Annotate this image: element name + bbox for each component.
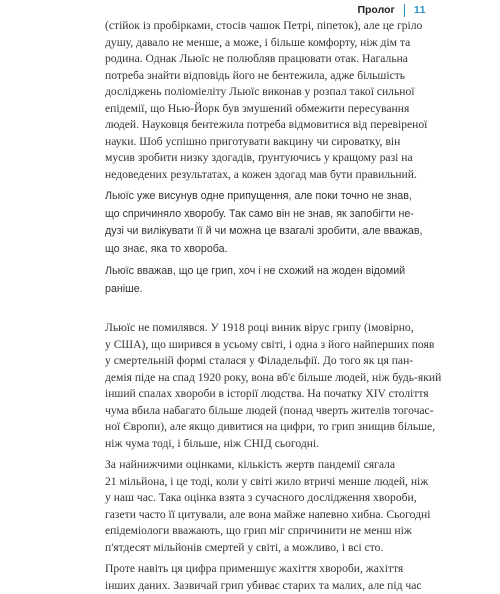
chapter-title: Пролог	[357, 4, 394, 16]
text-line: недоведених результатах, а кожен здогад мав бути правильний.	[105, 167, 395, 184]
text-line: За найнижчими оцінками, кількість жертв пандемії сягала	[105, 457, 395, 474]
text-line: мусив зробити низку здогадів, ґрунтуючись у кращому разі на	[105, 150, 395, 167]
text-line: епідеміологи вважають, що грип міг спричинити не менш ніж	[105, 523, 395, 540]
text-line: інший спалах хвороби в історії людства. На початку XIV століття	[105, 386, 395, 403]
text-line: що спричиняло хворобу. Так само він не знав, як запобігти не-	[105, 206, 395, 224]
text-line: людей. Науковця бентежила потреба відмовитися від перевіреної	[105, 117, 395, 134]
paragraph-flu-belief	[105, 263, 395, 298]
text-line: газети часто її цитували, але вона майже напевно хибна. Сьогодні	[105, 507, 395, 524]
text-line: досліджень поліоміеліту Льюїс виконав у розпал такої сильної	[105, 84, 395, 101]
paragraph-pandemic-1918	[105, 320, 395, 452]
text-line: п'ятдесят мільйонів смертей у світі, а можливо, і всі сто.	[105, 540, 395, 557]
header-divider	[404, 4, 405, 17]
page-body	[105, 18, 395, 594]
text-line: Льюїс уже висунув одне припущення, але поки точно не знав,	[105, 188, 395, 206]
text-line: потреба знайти відповідь його не бентежила, адже більшість	[105, 68, 395, 85]
text-line: дузі чи вилікувати її й чи можна це взагалі зробити, але вважав,	[105, 223, 395, 241]
text-line: Проте навіть ця цифра применшує жахіття хвороби, жахіття	[105, 561, 395, 578]
text-line: чума вбила набагато більше людей (понад чверть жителів тогочас-	[105, 403, 395, 420]
paragraph-assumption	[105, 188, 395, 258]
paragraph-lewis-lab	[105, 18, 395, 183]
text-line: Льюїс вважав, що це грип, хоч і не схожий на жоден відомий	[105, 263, 395, 281]
text-line: ної Європи), але якщо дивитися на цифри, то грип знищив більше,	[105, 419, 395, 436]
text-line: душу, давало не менше, а може, і більше комфорту, ніж дім та	[105, 35, 395, 52]
text-line: демія піде на спад 1920 року, вона вб'є більше людей, ніж будь-який	[105, 370, 395, 387]
text-line: епідемії, що Нью-Йорк був змушений обмежити пересування	[105, 101, 395, 118]
text-line: ніж чума тоді, і більше, ніж СНІД сьогодні.	[105, 436, 395, 453]
text-line: у США), що ширився в усьому світі, і одна з його найперших появ	[105, 337, 395, 354]
paragraph-understated	[105, 561, 395, 594]
text-line: що знає, яка то хвороба.	[105, 241, 395, 259]
text-line: у смертельній формі сталася у Філадельфії. До того як ця пан-	[105, 353, 395, 370]
text-line: (стійок із пробірками, стосів чашок Петрі, піпеток), але це гріло	[105, 18, 395, 35]
page-number: 11	[414, 4, 426, 16]
text-line: у наш час. Така оцінка взята з сучасного дослідження хвороби,	[105, 490, 395, 507]
text-line: 21 мільйона, і це тоді, коли у світі жило втричі менше людей, ніж	[105, 474, 395, 491]
text-line: родина. Однак Льюїс не полюбляв працювати отак. Нагальна	[105, 51, 395, 68]
text-line: Льюїс не помилявся. У 1918 році виник вірус грипу (імовірно,	[105, 320, 395, 337]
text-line: науки. Шоб успішно приготувати вакцину чи сироватку, він	[105, 134, 395, 151]
text-line: інших даних. Зазвичай грип убиває старих та малих, але під час	[105, 578, 395, 594]
running-header	[357, 0, 426, 20]
paragraph-estimates	[105, 457, 395, 556]
text-line: раніше.	[105, 281, 395, 299]
